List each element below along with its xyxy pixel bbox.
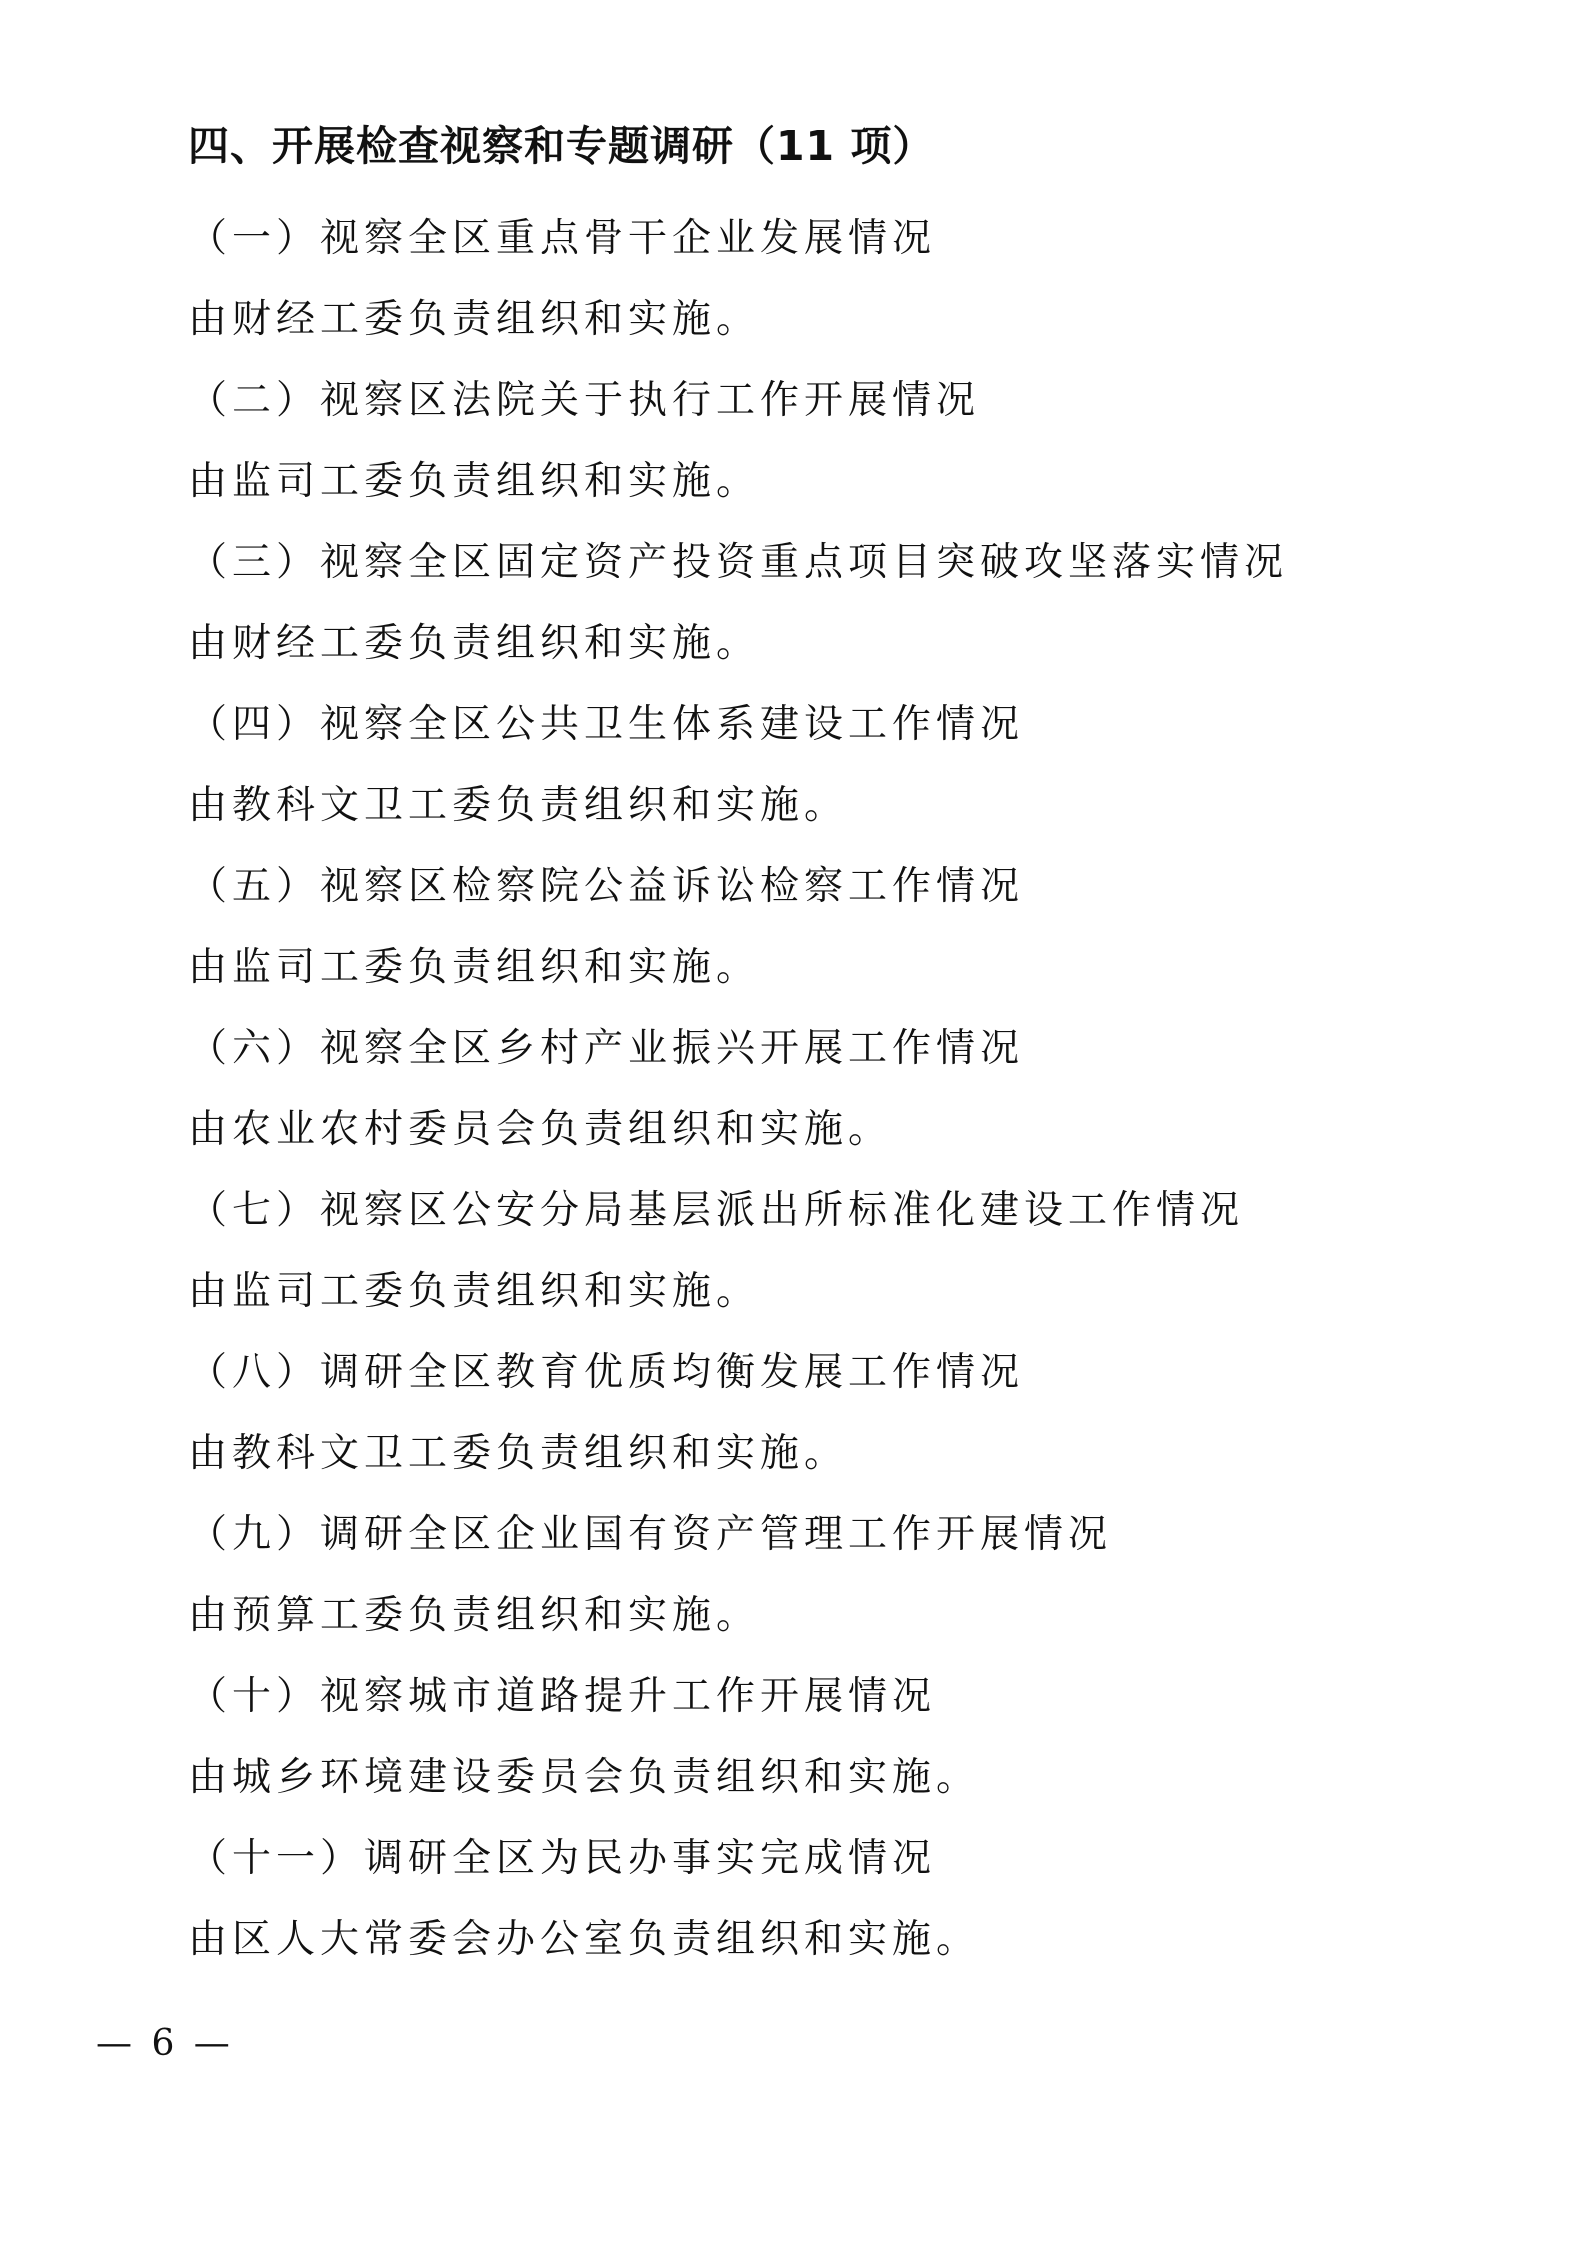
section-title: 四、开展检查视察和专题调研（11 项） <box>188 122 935 170</box>
item-heading-6: （六）视察全区乡村产业振兴开展工作情况 <box>188 1026 1025 1071</box>
item-body-3: 由财经工委负责组织和实施。 <box>188 621 761 666</box>
item-heading-9: （九）调研全区企业国有资产管理工作开展情况 <box>188 1512 1113 1557</box>
item-heading-5: （五）视察区检察院公益诉讼检察工作情况 <box>188 864 1025 909</box>
item-heading-10: （十）视察城市道路提升工作开展情况 <box>188 1674 937 1719</box>
item-heading-7: （七）视察区公安分局基层派出所标准化建设工作情况 <box>188 1188 1245 1233</box>
item-body-1: 由财经工委负责组织和实施。 <box>188 297 761 342</box>
item-body-7: 由监司工委负责组织和实施。 <box>188 1269 761 1314</box>
page-number: — 6 — <box>96 2023 234 2064</box>
item-body-6: 由农业农村委员会负责组织和实施。 <box>188 1107 893 1152</box>
item-heading-1: （一）视察全区重点骨干企业发展情况 <box>188 216 937 261</box>
item-body-5: 由监司工委负责组织和实施。 <box>188 945 761 990</box>
item-list <box>188 198 1408 1980</box>
item-heading-11: （十一）调研全区为民办事实完成情况 <box>188 1836 937 1881</box>
item-body-11: 由区人大常委会办公室负责组织和实施。 <box>188 1917 981 1962</box>
item-body-8: 由教科文卫工委负责组织和实施。 <box>188 1431 849 1476</box>
item-heading-2: （二）视察区法院关于执行工作开展情况 <box>188 378 981 423</box>
item-heading-4: （四）视察全区公共卫生体系建设工作情况 <box>188 702 1025 747</box>
item-body-2: 由监司工委负责组织和实施。 <box>188 459 761 504</box>
item-heading-3: （三）视察全区固定资产投资重点项目突破攻坚落实情况 <box>188 540 1289 585</box>
item-body-10: 由城乡环境建设委员会负责组织和实施。 <box>188 1755 981 1800</box>
item-body-9: 由预算工委负责组织和实施。 <box>188 1593 761 1638</box>
item-body-4: 由教科文卫工委负责组织和实施。 <box>188 783 849 828</box>
item-heading-8: （八）调研全区教育优质均衡发展工作情况 <box>188 1350 1025 1395</box>
